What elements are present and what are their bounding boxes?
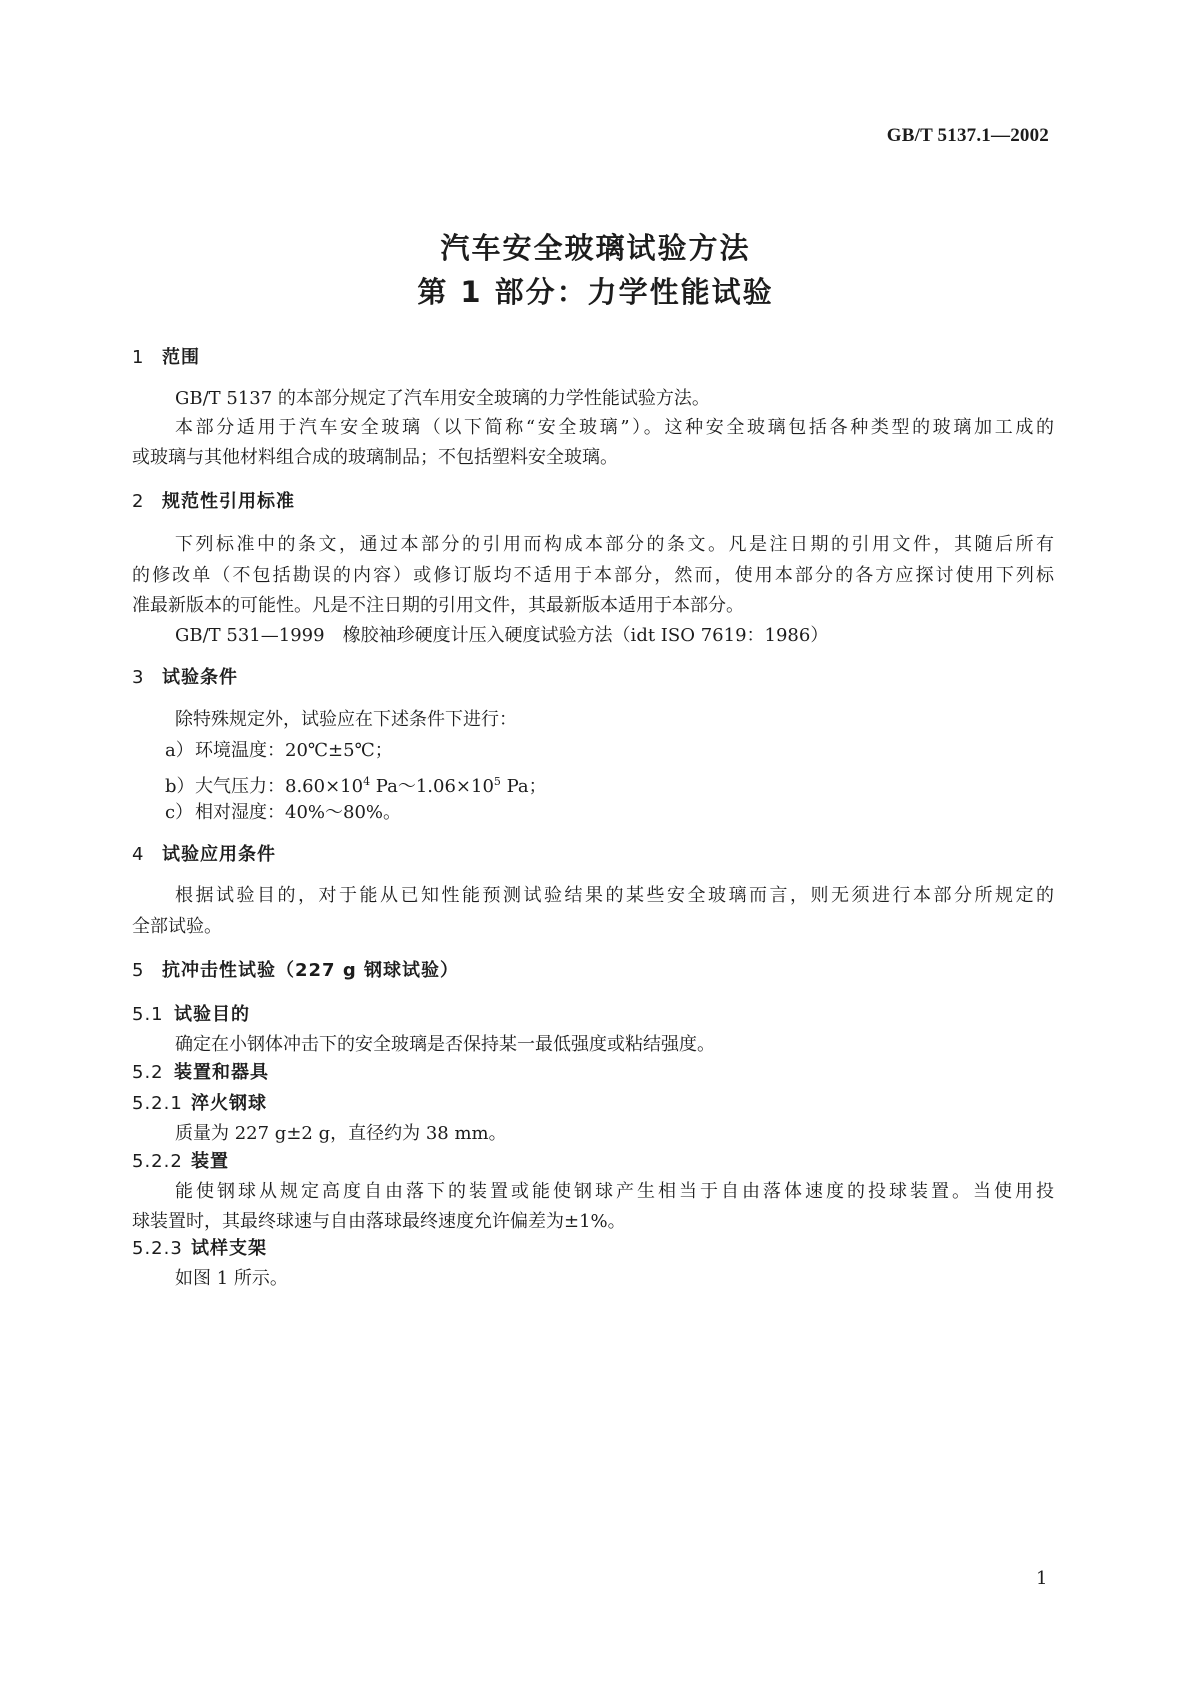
- list-item: [165, 735, 1087, 767]
- paragraph: 球装置时，其最终球速与自由落球最终速度允许偏差为±1%。: [132, 1211, 626, 1232]
- list-label: a）: [165, 740, 194, 761]
- section-number: 4: [132, 844, 145, 865]
- section-number: 3: [132, 667, 145, 688]
- section-title: 试验应用条件: [162, 844, 276, 865]
- section-4-heading: [132, 843, 276, 867]
- section-3-heading: [132, 666, 238, 690]
- section-2-heading: [132, 490, 295, 514]
- section-5-heading: [132, 959, 459, 983]
- list-text: 大气压力：8.60×10: [195, 776, 364, 797]
- paragraph: 根据试验目的，对于能从已知性能预测试验结果的某些安全玻璃而言，则无须进行本部分所规定的: [175, 885, 1054, 906]
- section-number: 5: [132, 960, 145, 981]
- paragraph: 下列标准中的条文，通过本部分的引用而构成本部分的条文。凡是注日期的引用文件，其随后所有: [175, 534, 1054, 555]
- paragraph: 的修改单（不包括勘误的内容）或修订版均不适用于本部分，然而，使用本部分的各方应探讨使用下列标: [132, 565, 1054, 586]
- section-title: 试验条件: [162, 667, 238, 688]
- subsection-5-2-2-heading: [132, 1150, 229, 1174]
- section-number: 5.2.2: [132, 1151, 183, 1172]
- section-title: 规范性引用标准: [162, 491, 295, 512]
- list-item: [165, 797, 1087, 829]
- list-text: Pa；: [500, 776, 547, 797]
- paragraph: 如图 1 所示。: [175, 1268, 288, 1289]
- list-label: c）: [165, 802, 194, 823]
- section-title: 装置: [191, 1151, 229, 1172]
- section-title: 淬火钢球: [191, 1093, 267, 1114]
- section-title: 范围: [162, 347, 200, 368]
- paragraph: 质量为 227 g±2 g，直径约为 38 mm。: [175, 1123, 507, 1144]
- section-title: 抗冲击性试验（227 g 钢球试验）: [162, 960, 459, 981]
- section-title: 试验目的: [174, 1004, 250, 1025]
- section-number: 5.1: [132, 1004, 164, 1025]
- document-subtitle: 第 1 部分：力学性能试验: [417, 275, 774, 309]
- paragraph: 确定在小钢体冲击下的安全玻璃是否保持某一最低强度或粘结强度。: [175, 1034, 715, 1055]
- section-1-heading: [132, 346, 200, 370]
- list-label: b）: [165, 776, 195, 797]
- list-text: 环境温度：20℃±5℃；: [195, 740, 393, 761]
- subsection-5-2-3-heading: [132, 1237, 267, 1261]
- section-number: 1: [132, 347, 145, 368]
- paragraph: 本部分适用于汽车安全玻璃（以下简称“安全玻璃”）。这种安全玻璃包括各种类型的玻璃加工成的: [175, 417, 1054, 438]
- section-number: 5.2.3: [132, 1238, 183, 1259]
- normative-reference: GB/T 531—1999 橡胶袖珍硬度计压入硬度试验方法（idt ISO 7619：1986）: [175, 625, 829, 646]
- paragraph: 或玻璃与其他材料组合成的玻璃制品；不包括塑料安全玻璃。: [132, 447, 618, 468]
- subsection-5-2-1-heading: [132, 1092, 267, 1116]
- subsection-5-1-heading: [132, 1003, 250, 1027]
- list-text: 相对湿度：40%～80%。: [195, 802, 402, 823]
- paragraph: 全部试验。: [132, 916, 222, 937]
- section-title: 试样支架: [191, 1238, 267, 1259]
- standard-code: GB/T 5137.1—2002: [886, 125, 1049, 146]
- exponent: 4: [363, 775, 371, 788]
- paragraph: 准最新版本的可能性。凡是不注日期的引用文件，其最新版本适用于本部分。: [132, 595, 744, 616]
- section-number: 5.2: [132, 1062, 164, 1083]
- paragraph: 除特殊规定外，试验应在下述条件下进行：: [175, 709, 517, 730]
- paragraph: GB/T 5137 的本部分规定了汽车用安全玻璃的力学性能试验方法。: [175, 388, 710, 409]
- subsection-5-2-heading: [132, 1061, 269, 1085]
- section-number: 2: [132, 491, 145, 512]
- list-text: Pa～1.06×10: [370, 776, 494, 797]
- exponent: 5: [493, 775, 501, 788]
- paragraph: 能使钢球从规定高度自由落下的装置或能使钢球产生相当于自由落体速度的投球装置。当使用投: [175, 1181, 1054, 1202]
- section-title: 装置和器具: [174, 1062, 269, 1083]
- document-title: 汽车安全玻璃试验方法: [440, 231, 751, 265]
- section-number: 5.2.1: [132, 1093, 183, 1114]
- page-number: 1: [1036, 1568, 1048, 1589]
